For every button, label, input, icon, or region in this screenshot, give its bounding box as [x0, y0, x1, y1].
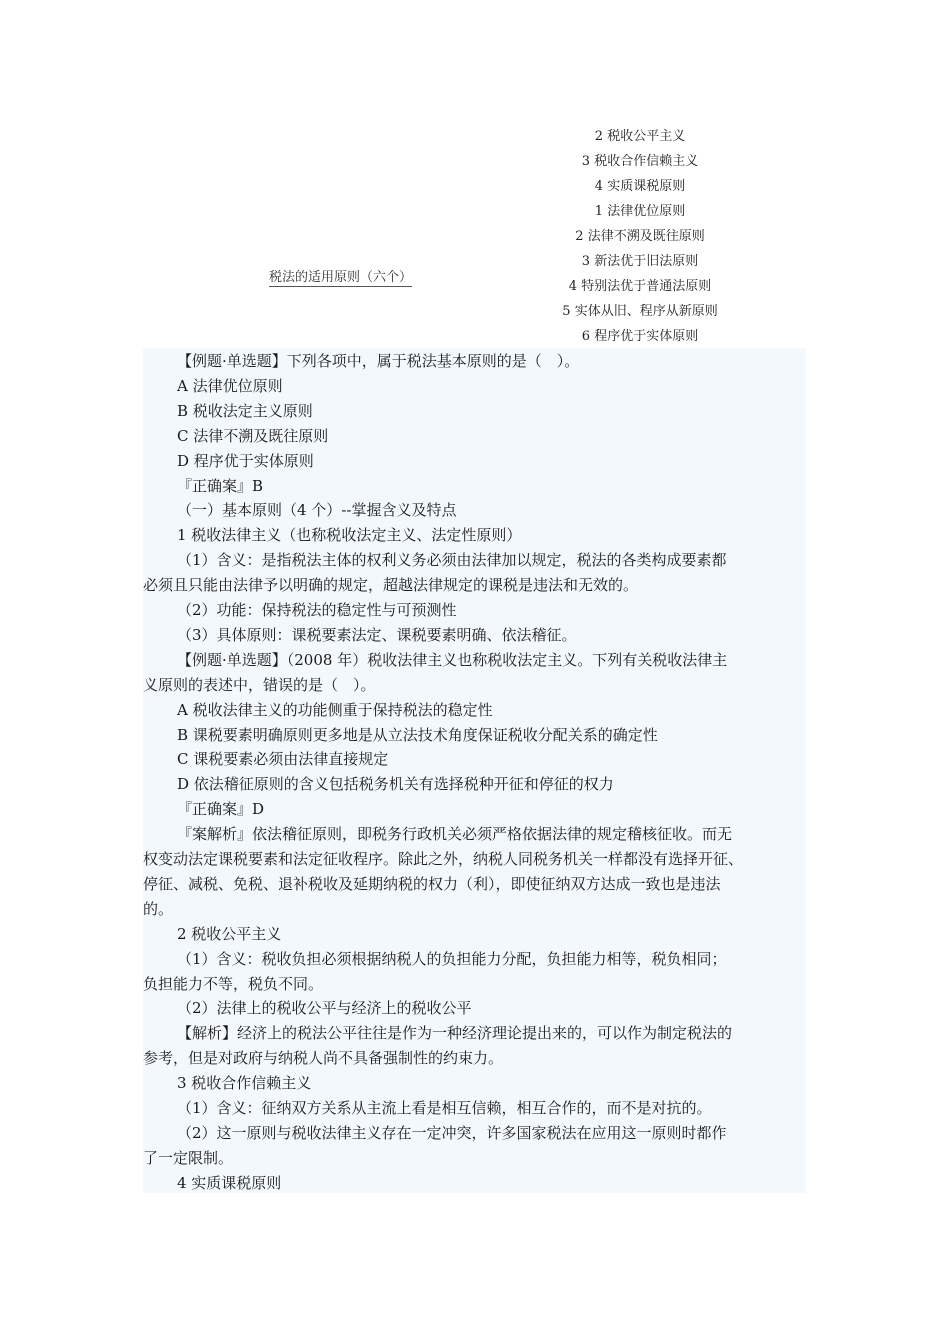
text-line: （2）法律上的税收公平与经济上的税收公平 — [177, 999, 472, 1018]
text-line: 停征、减税、免税、退补税收及延期纳税的权力（利），即使征纳双方达成一致也是违法 — [143, 874, 721, 893]
principles-list — [480, 124, 800, 349]
text-line: （1）含义：税收负担必须根据纳税人的负担能力分配，负担能力相等，税负相同； — [177, 949, 727, 968]
text-line: （2）这一原则与税收法律主义存在一定冲突，许多国家税法在应用这一原则时都作 — [177, 1123, 727, 1142]
text-line: 权变动法定课税要素和法定征收程序。除此之外，纳税人同税务机关一样都没有选择开征、 — [143, 850, 744, 868]
principle-item: 4 特别法优于普通法原则 — [568, 279, 712, 294]
text-line: 『正确案』B — [177, 476, 264, 495]
application-principles-label: 税法的适用原则（六个） — [269, 266, 412, 287]
text-line: 负担能力不等，税负不同。 — [143, 974, 324, 993]
text-line: （1）含义：是指税法主体的权利义务必须由法律加以规定，税法的各类构成要素都 — [177, 551, 727, 570]
principle-item: 5 实体从旧、程序从新原则 — [562, 304, 718, 319]
text-line: 参考，但是对政府与纳税人尚不具备强制性的约束力。 — [143, 1049, 504, 1068]
text-line: 的。 — [143, 899, 174, 918]
principle-item: 3 新法优于旧法原则 — [581, 254, 699, 269]
principle-item: 2 法律不溯及既往原则 — [575, 229, 705, 244]
text-line: 了一定限制。 — [143, 1148, 234, 1167]
text-line: C 课税要素必须由法律直接规定 — [177, 750, 389, 769]
text-line: 义原则的表述中，错误的是（ ）。 — [143, 675, 376, 694]
text-line: （2）功能：保持税法的稳定性与可预测性 — [177, 601, 457, 619]
text-line: 4 实质课税原则 — [177, 1173, 282, 1192]
document-body — [143, 348, 806, 1193]
text-line: 【例题·单选题】（2008 年）税收法律主义也称税收法定主义。下列有关税收法律主 — [177, 650, 728, 669]
text-line: （一）基本原则（4 个）--掌握含义及特点 — [177, 501, 457, 520]
principle-item: 6 程序优于实体原则 — [581, 329, 699, 344]
text-line: 『案解析』依法稽征原则，即税务行政机关必须严格依据法律的规定稽核征收。而无 — [177, 825, 733, 844]
text-line: B 课税要素明确原则更多地是从立法技术角度保证税收分配关系的确定性 — [177, 725, 658, 744]
text-line: （1）含义：征纳双方关系从主流上看是相互信赖，相互合作的，而不是对抗的。 — [177, 1099, 712, 1117]
text-line: B 税收法定主义原则 — [177, 401, 313, 420]
principles-diagram — [0, 0, 950, 350]
text-line: 『正确案』D — [177, 800, 265, 819]
text-line: A 税收法律主义的功能侧重于保持税法的稳定性 — [177, 700, 493, 719]
principle-item: 1 法律优位原则 — [594, 204, 686, 219]
text-line: A 法律优位原则 — [177, 376, 283, 395]
text-line: （3）具体原则：课税要素法定、课税要素明确、依法稽征。 — [177, 625, 577, 644]
principle-item: 4 实质课税原则 — [594, 179, 686, 194]
text-line: 3 税收合作信赖主义 — [177, 1074, 312, 1093]
text-line: 【例题·单选题】下列各项中，属于税法基本原则的是（ ）。 — [177, 352, 580, 370]
principle-item: 3 税收合作信赖主义 — [581, 154, 699, 169]
text-line: 必须且只能由法律予以明确的规定，超越法律规定的课税是违法和无效的。 — [143, 576, 639, 595]
text-line: 1 税收法律主义（也称税收法定主义、法定性原则） — [177, 526, 522, 545]
text-line: D 程序优于实体原则 — [177, 451, 314, 470]
text-line: 【解析】经济上的税法公平往往是作为一种经济理论提出来的，可以作为制定税法的 — [177, 1024, 733, 1043]
text-line: C 法律不溯及既往原则 — [177, 426, 329, 445]
text-line: 2 税收公平主义 — [177, 924, 282, 943]
text-line: D 依法稽征原则的含义包括税务机关有选择税种开征和停征的权力 — [177, 775, 614, 794]
principle-item: 2 税收公平主义 — [594, 129, 686, 144]
